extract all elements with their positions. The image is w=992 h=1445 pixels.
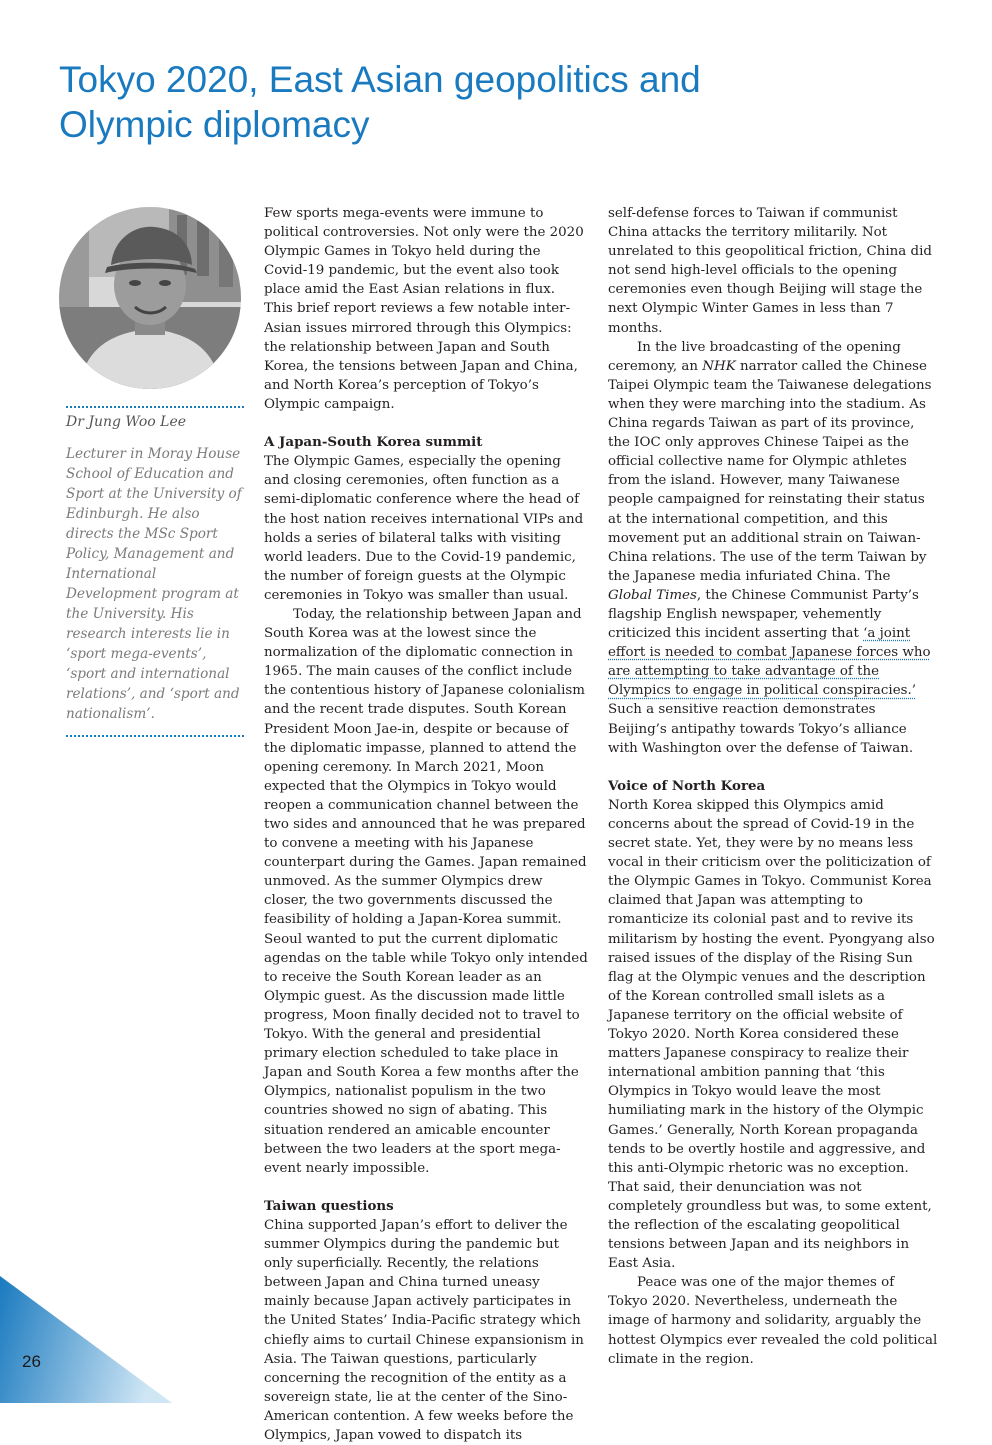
text-run: , the Chinese Communist Party’s flagship English newspaper, vehemently criticized this incident asserting that (608, 587, 919, 642)
paragraph: Today, the relationship between Japan and South Korea was at the lowest since the normalization of the diplomatic connection in 1965. The main causes of the conflict include the contentious history of Japanese colonialism and the recent trade disputes. South Korean President Moon Jae-in, despite or because of the diplomatic impasse, planned to attend the opening ceremony. In March 2021, Moon expected that the Olympics in Tokyo would reopen a communication channel between the two sides and announced that he was prepared to convene a meeting with his Japanese counterpart during the Games. Japan remained unmoved. As the summer Olympics drew closer, the two governments discussed the feasibility of holding a Japan-Korea summit. Seoul wanted to put the current diplomatic agendas on the table while Tokyo only intended to receive the South Korean leader as an Olympic guest. As the discussion made little progress, Moon finally decided not to travel to Tokyo. With the general and presidential primary election scheduled to take place in Japan and South Korea a few months after the Olympics, nationalist populism in the two countries showed no sign of abating. This situation rendered an amicable encounter between the two leaders at the sport mega-event nearly impossible. (264, 606, 588, 1176)
author-sidebar (66, 406, 244, 737)
quote-link[interactable]: ‘a joint effort is needed to combat Japanese forces who are attempting to take advantage of the Olympics to engage in political conspiracies.’ (608, 626, 931, 699)
section-heading-taiwan: Taiwan questions (264, 1197, 394, 1214)
top-divider (66, 406, 244, 408)
paragraph (608, 338, 938, 758)
text-run: Such a sensitive reaction demonstrates Beijing’s antipathy towards Tokyo’s alliance with Washington over the defense of Taiwan. (608, 702, 914, 756)
author-portrait-image (59, 207, 241, 389)
text-run: In the live broadcasting of the opening ceremony, an (608, 339, 901, 374)
page-number: 26 (22, 1352, 41, 1371)
paragraph: China supported Japan’s effort to deliver the summer Olympics during the pandemic but only superficially. Recently, the relations between Japan and China turned uneasy mainly because Japan actively participates in the United States’ India-Pacific strategy which chiefly aims to curtail Chinese expansionism in Asia. The Taiwan questions, particularly concerning the recognition of the entity as a sovereign state, lie at the center of the Sino-American contention. A few weeks before the Olympics, Japan vowed to dispatch its (264, 1217, 584, 1443)
bottom-divider (66, 735, 244, 737)
section-heading-north-korea: Voice of North Korea (608, 777, 766, 794)
text-run: narrator called the Chinese Taipei Olympic team the Taiwanese delegations when they were marching into the stadium. As China regards Taiwan as part of its province, the IOC only approves Chinese Taipei as the official collective name for Olympic athletes from the island. However, many Taiwanese people campaigned for reinstating their status at the international competition, and this movement put an additional strain on Taiwan-China relations. The use of the term Taiwan by the Japanese media infuriated China. The (608, 358, 932, 584)
paragraph: The Olympic Games, especially the opening and closing ceremonies, often function as a semi-diplomatic conference where the head of the host nation receives international VIPs and holds a series of bilateral talks with visiting world leaders. Due to the Covid-19 pandemic, the number of foreign guests at the Olympic ceremonies in Tokyo was smaller than usual. (264, 454, 584, 603)
column-right (608, 204, 938, 1369)
corner-decoration (0, 1276, 172, 1403)
author-bio: Lecturer in Moray House School of Education and Sport at the University of Edinburgh. He also directs the MSc Sport Policy, Management and International Development program at the University. His research interests lie in ‘sport mega-events’, ‘sport and international relations’, and ‘sport and nationalism’. (66, 446, 242, 722)
paragraph: self-defense forces to Taiwan if communist China attacks the territory militarily. Not unrelated to this geopolitical friction, China did not send high-level officials to the opening ceremonies even though Beijing will stage the next Olympic Winter Games in less than 7 months. (608, 206, 932, 336)
section-heading-japan-korea: A Japan-South Korea summit (264, 434, 483, 451)
nhk-italic: NHK (702, 358, 736, 374)
global-times-italic: Global Times (608, 587, 697, 603)
intro-paragraph: Few sports mega-events were immune to political controversies. Not only were the 2020 Olympic Games in Tokyo held during the Covid-19 pandemic, but the event also took place amid the East Asian relations in flux. This brief report reviews a few notable inter-Asian issues mirrored through this Olympics: the relationship between Japan and South Korea, the tensions between Japan and China, and North Korea’s perception of Tokyo’s Olympic campaign. (264, 206, 584, 412)
paragraph: Peace was one of the major themes of Tokyo 2020. Nevertheless, underneath the image of harmony and solidarity, arguably the hottest Olympics ever revealed the cold political climate in the region. (608, 1275, 938, 1367)
column-left (264, 204, 588, 1445)
author-photo (59, 207, 241, 389)
article-title: Tokyo 2020, East Asian geopolitics and Olympic diplomacy (59, 59, 701, 145)
paragraph: North Korea skipped this Olympics amid concerns about the spread of Covid-19 in the secret state. Yet, they were by no means less vocal in their criticism over the politicization of the Olympic Games in Tokyo. Communist Korea claimed that Japan was attempting to romanticize its colonial past and to revive its militarism by hosting the event. Pyongyang also raised issues of the display of the Rising Sun flag at the Olympic venues and the description of the Korean controlled small islets as a Japanese territory on the official website of Tokyo 2020. North Korea considered these matters Japanese conspiracy to realize their international ambition panning that ‘this Olympics in Tokyo would leave the most humiliating mark in the history of the Olympic Games.’ Generally, North Korean propaganda tends to be overtly hostile and aggressive, and this anti-Olympic rhetoric was no exception. That said, their denunciation was not completely groundless but was, to some extent, the reflection of the escalating geopolitical tensions between Japan and its neighbors in East Asia. (608, 797, 935, 1272)
author-name: Dr Jung Woo Lee (66, 414, 187, 430)
